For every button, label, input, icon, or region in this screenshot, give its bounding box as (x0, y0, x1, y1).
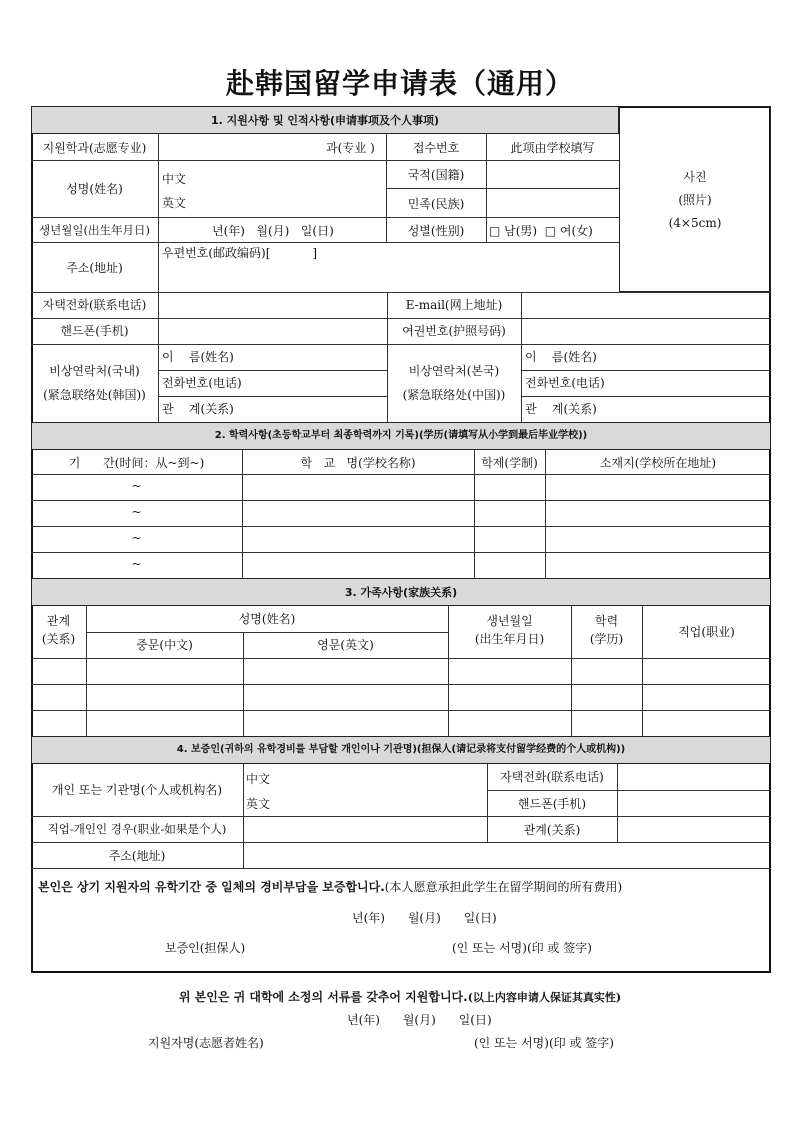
receipt-note: 此项由学校填写 (510, 141, 595, 155)
birth-fields: 년(年) 월(月) 일(日) (212, 224, 334, 238)
photo-label: 사진 (683, 170, 707, 184)
form-title: 赴韩国留学申请表（通用） (225, 67, 574, 100)
guarantor-sign: (인 또는 서명)(印 或 签字) (452, 941, 592, 955)
major-unit: 과(专业 ) (326, 141, 375, 155)
edu-row-3-tilde: ~ (131, 531, 142, 545)
guarantor-cn-label: 中文 (246, 772, 271, 786)
edu-col-school: 학 교 명(学校名称) (300, 456, 416, 470)
photo-size: (4×5cm) (668, 216, 722, 230)
family-edu-label-cn: (学历) (589, 632, 624, 646)
receipt-label: 접수번호 (412, 141, 460, 155)
emergency-korea-label-cn: (紧急联络处(韩国)) (43, 388, 146, 402)
home-phone-label: 자택전화(联系电话) (42, 298, 147, 312)
family-name-en-label: 영문(英文) (317, 638, 374, 652)
guarantor-pledge-ko: 본인은 상기 지원자의 유학기간 중 일체의 경비부담을 보증합니다. (38, 880, 385, 894)
section-1-header: 1. 지원사항 및 인적사항(申请事项及个人事项) (210, 114, 439, 127)
major-label: 지원학과(志愿专业) (42, 141, 147, 155)
family-birth-label: 생년월일 (486, 614, 533, 628)
birth-label: 생년월일(出生年月日) (39, 223, 150, 237)
ec-home-name: 이 름(姓名) (525, 350, 597, 364)
gender-options[interactable]: □ 남(男) □ 여(女) (489, 224, 593, 238)
ec-kr-phone: 전화번호(电话) (162, 376, 242, 390)
family-edu-label: 학력 (594, 614, 619, 628)
edu-row-1-tilde: ~ (131, 479, 142, 493)
name-en-label: 英文 (162, 196, 187, 210)
applicant-sign: (인 또는 서명)(印 或 签字) (474, 1036, 614, 1050)
applicant-statement (0, 990, 800, 1004)
family-relation-label: 관계 (46, 614, 71, 628)
applicant-statement-cn: (以上内容申请人保证其真实性) (467, 991, 622, 1004)
section-4-header: 4. 보증인(귀하의 유학경비를 부담할 개인이나 기관명)(担保人(请记录将支付留学经费的个人或机构)) (176, 744, 626, 755)
guarantor-pledge (38, 880, 622, 894)
guarantor-relation-label: 관계(关系) (523, 823, 581, 837)
ec-home-phone: 전화번호(电话) (525, 376, 605, 390)
address-label: 주소(地址) (66, 261, 123, 275)
emergency-home-label-cn: (紧急联络处(中国)) (402, 388, 506, 402)
photo-label-cn: (照片) (678, 193, 712, 207)
guarantor-address-label: 주소(地址) (108, 849, 166, 863)
guarantor-mobile-label: 핸드폰(手机) (517, 797, 587, 811)
email-label: E-mail(网上地址) (405, 298, 503, 312)
family-name-cn-label: 중문(中文) (136, 638, 193, 652)
applicant-date: 년(年) 월(月) 일(日) (347, 1013, 492, 1027)
nationality-label: 국적(国籍) (407, 168, 465, 182)
family-birth-label-cn: (出生年月日) (474, 632, 545, 646)
passport-label: 여권번호(护照号码) (402, 324, 506, 338)
family-name-label: 성명(姓名) (238, 612, 296, 626)
ec-kr-name: 이 름(姓名) (162, 350, 234, 364)
edu-row-4-tilde: ~ (131, 557, 142, 571)
guarantor-phone-label: 자택전화(联系电话) (500, 770, 604, 784)
guarantor-label: 보증인(担保人) (165, 941, 246, 955)
family-job-label: 직업(职业) (678, 625, 735, 639)
guarantor-org-label: 개인 또는 기관명(个人或机构名) (51, 783, 223, 797)
emergency-korea-label: 비상연락처(국내) (49, 364, 140, 378)
postal-code: 우편번호(邮政编码)[ ] (162, 246, 318, 260)
family-relation-label-cn: (关系) (41, 632, 76, 646)
guarantor-date: 년(年) 월(月) 일(日) (352, 911, 497, 925)
section-2-header: 2. 학력사항(초등학교부터 최종학력까지 기록)(学历(请填写从小学到最后毕业学校)) (214, 430, 588, 441)
applicant-name-label: 지원자명(志愿者姓名) (148, 1036, 264, 1050)
edu-row-2-tilde: ~ (131, 505, 142, 519)
applicant-statement-ko: 위 본인은 귀 대학에 소정의 서류를 갖추어 지원합니다. (178, 990, 468, 1004)
edu-col-system: 학제(学制) (481, 456, 538, 470)
name-label: 성명(姓名) (66, 182, 123, 196)
edu-col-period: 기 간(时间：从~到~) (68, 456, 205, 470)
section-3-header: 3. 가족사항(家族关系) (344, 586, 458, 599)
ec-home-relation: 관 계(关系) (525, 402, 597, 416)
guarantor-en-label: 英文 (246, 797, 271, 811)
guarantor-pledge-cn: (本人愿意承担此学生在留学期间的所有费用) (384, 880, 623, 894)
gender-label: 성별(性别) (407, 224, 465, 238)
ethnicity-label: 민족(民族) (407, 197, 465, 211)
emergency-home-label: 비상연락처(본국) (408, 364, 500, 378)
ec-kr-relation: 관 계(关系) (162, 402, 234, 416)
name-cn-label: 中文 (162, 172, 187, 186)
guarantor-job-label: 직업-개인인 경우(职业-如果是个人) (47, 822, 227, 836)
edu-col-location: 소재지(学校所在地址) (599, 456, 717, 470)
mobile-label: 핸드폰(手机) (60, 324, 129, 338)
